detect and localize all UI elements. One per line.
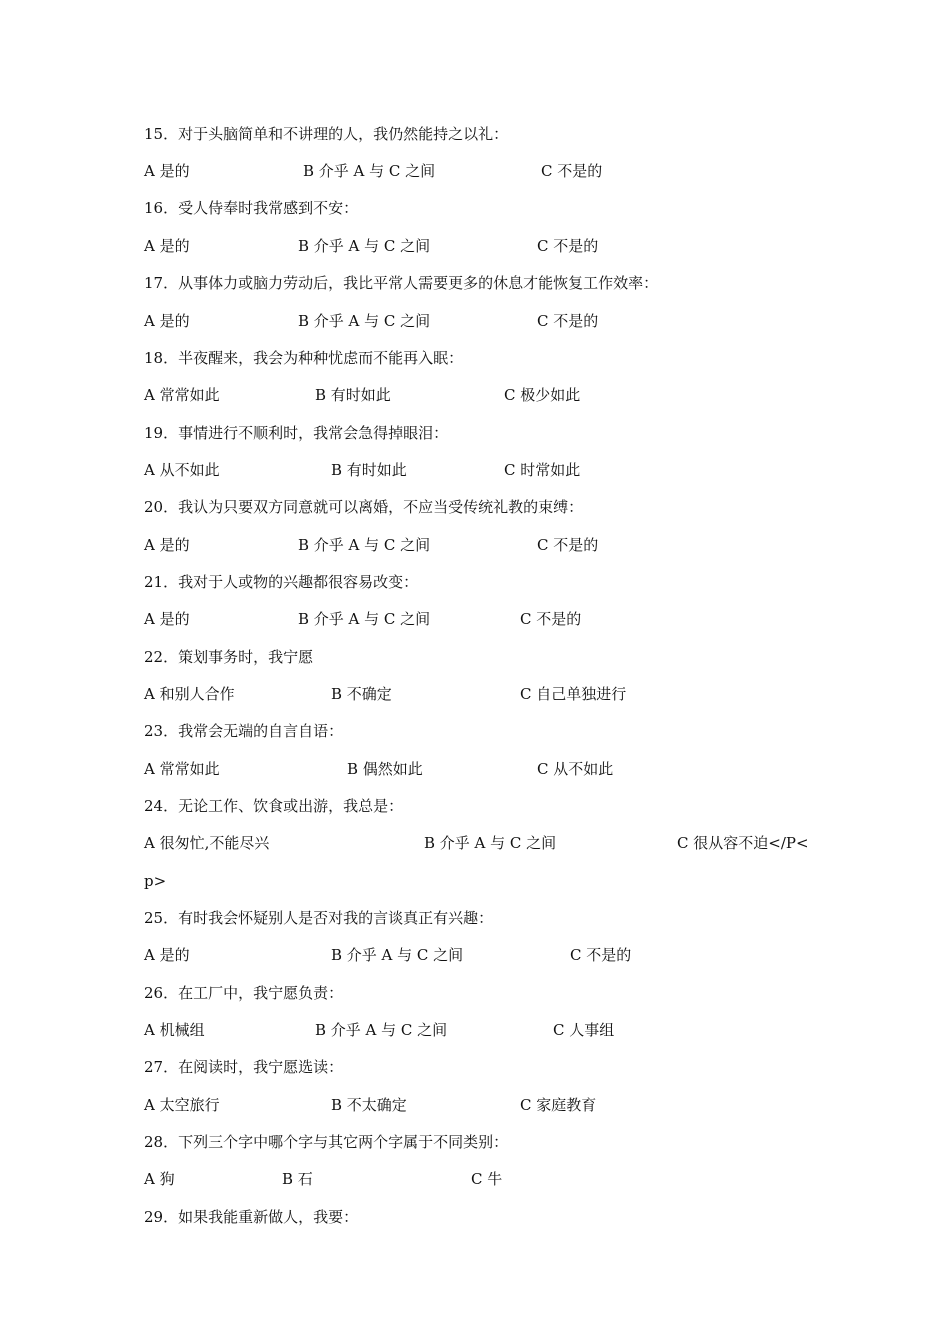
q16-option-b: B 介乎 A 与 C 之间	[298, 237, 431, 255]
q28-option-c: C 牛	[471, 1170, 503, 1188]
q27-option-a: A 太空旅行	[144, 1096, 220, 1114]
question-24: 24．无论工作、饮食或出游，我总是：	[144, 797, 404, 815]
question-15: 15．对于头脑简单和不讲理的人，我仍然能持之以礼：	[144, 125, 509, 143]
q24-continuation: p>	[144, 872, 167, 890]
q25-option-b: B 介乎 A 与 C 之间	[331, 946, 464, 964]
q16-option-c: C 不是的	[537, 237, 599, 255]
q21-option-c: C 不是的	[520, 610, 582, 628]
question-16: 16．受人侍奉时我常感到不安：	[144, 199, 359, 217]
question-22: 22．策划事务时，我宁愿	[144, 648, 314, 666]
question-27: 27．在阅读时，我宁愿选读：	[144, 1058, 344, 1076]
q17-option-b: B 介乎 A 与 C 之间	[298, 312, 431, 330]
q26-option-a: A 机械组	[144, 1021, 205, 1039]
q15-option-c: C 不是的	[541, 162, 603, 180]
question-21: 21．我对于人或物的兴趣都很容易改变：	[144, 573, 419, 591]
q18-option-b: B 有时如此	[315, 386, 391, 404]
question-29: 29．如果我能重新做人，我要：	[144, 1208, 359, 1226]
q22-option-a: A 和别人合作	[144, 685, 235, 703]
q26-option-c: C 人事组	[553, 1021, 615, 1039]
q26-option-b: B 介乎 A 与 C 之间	[315, 1021, 448, 1039]
q19-option-c: C 时常如此	[504, 461, 581, 479]
q23-option-a: A 常常如此	[144, 760, 220, 778]
question-23: 23．我常会无端的自言自语：	[144, 722, 344, 740]
question-19: 19．事情进行不顺利时，我常会急得掉眼泪：	[144, 424, 449, 442]
q24-option-b: B 介乎 A 与 C 之间	[424, 834, 557, 852]
q24-option-a: A 很匆忙,不能尽兴	[144, 834, 270, 852]
question-25: 25．有时我会怀疑别人是否对我的言谈真正有兴趣：	[144, 909, 494, 927]
q20-option-a: A 是的	[144, 536, 190, 554]
q20-option-c: C 不是的	[537, 536, 599, 554]
q16-option-a: A 是的	[144, 237, 190, 255]
q22-option-b: B 不确定	[331, 685, 392, 703]
q25-option-a: A 是的	[144, 946, 190, 964]
question-17: 17．从事体力或脑力劳动后，我比平常人需要更多的休息才能恢复工作效率：	[144, 274, 659, 292]
q28-option-a: A 狗	[144, 1170, 175, 1188]
q24-option-c: C 很从容不迫</P<	[677, 834, 809, 852]
q17-option-a: A 是的	[144, 312, 190, 330]
question-20: 20．我认为只要双方同意就可以离婚，不应当受传统礼教的束缚：	[144, 498, 584, 516]
q20-option-b: B 介乎 A 与 C 之间	[298, 536, 431, 554]
q17-option-c: C 不是的	[537, 312, 599, 330]
q23-option-c: C 从不如此	[537, 760, 614, 778]
q21-option-b: B 介乎 A 与 C 之间	[298, 610, 431, 628]
q27-option-c: C 家庭教育	[520, 1096, 597, 1114]
q21-option-a: A 是的	[144, 610, 190, 628]
q18-option-c: C 极少如此	[504, 386, 581, 404]
q18-option-a: A 常常如此	[144, 386, 220, 404]
question-28: 28．下列三个字中哪个字与其它两个字属于不同类别：	[144, 1133, 509, 1151]
q15-option-a: A 是的	[144, 162, 190, 180]
q19-option-a: A 从不如此	[144, 461, 220, 479]
q28-option-b: B 石	[282, 1170, 313, 1188]
q22-option-c: C 自己单独进行	[520, 685, 627, 703]
q23-option-b: B 偶然如此	[347, 760, 423, 778]
q25-option-c: C 不是的	[570, 946, 632, 964]
q27-option-b: B 不太确定	[331, 1096, 407, 1114]
q19-option-b: B 有时如此	[331, 461, 407, 479]
question-26: 26．在工厂中，我宁愿负责：	[144, 984, 344, 1002]
q15-option-b: B 介乎 A 与 C 之间	[303, 162, 436, 180]
question-18: 18．半夜醒来，我会为种种忧虑而不能再入眠：	[144, 349, 464, 367]
